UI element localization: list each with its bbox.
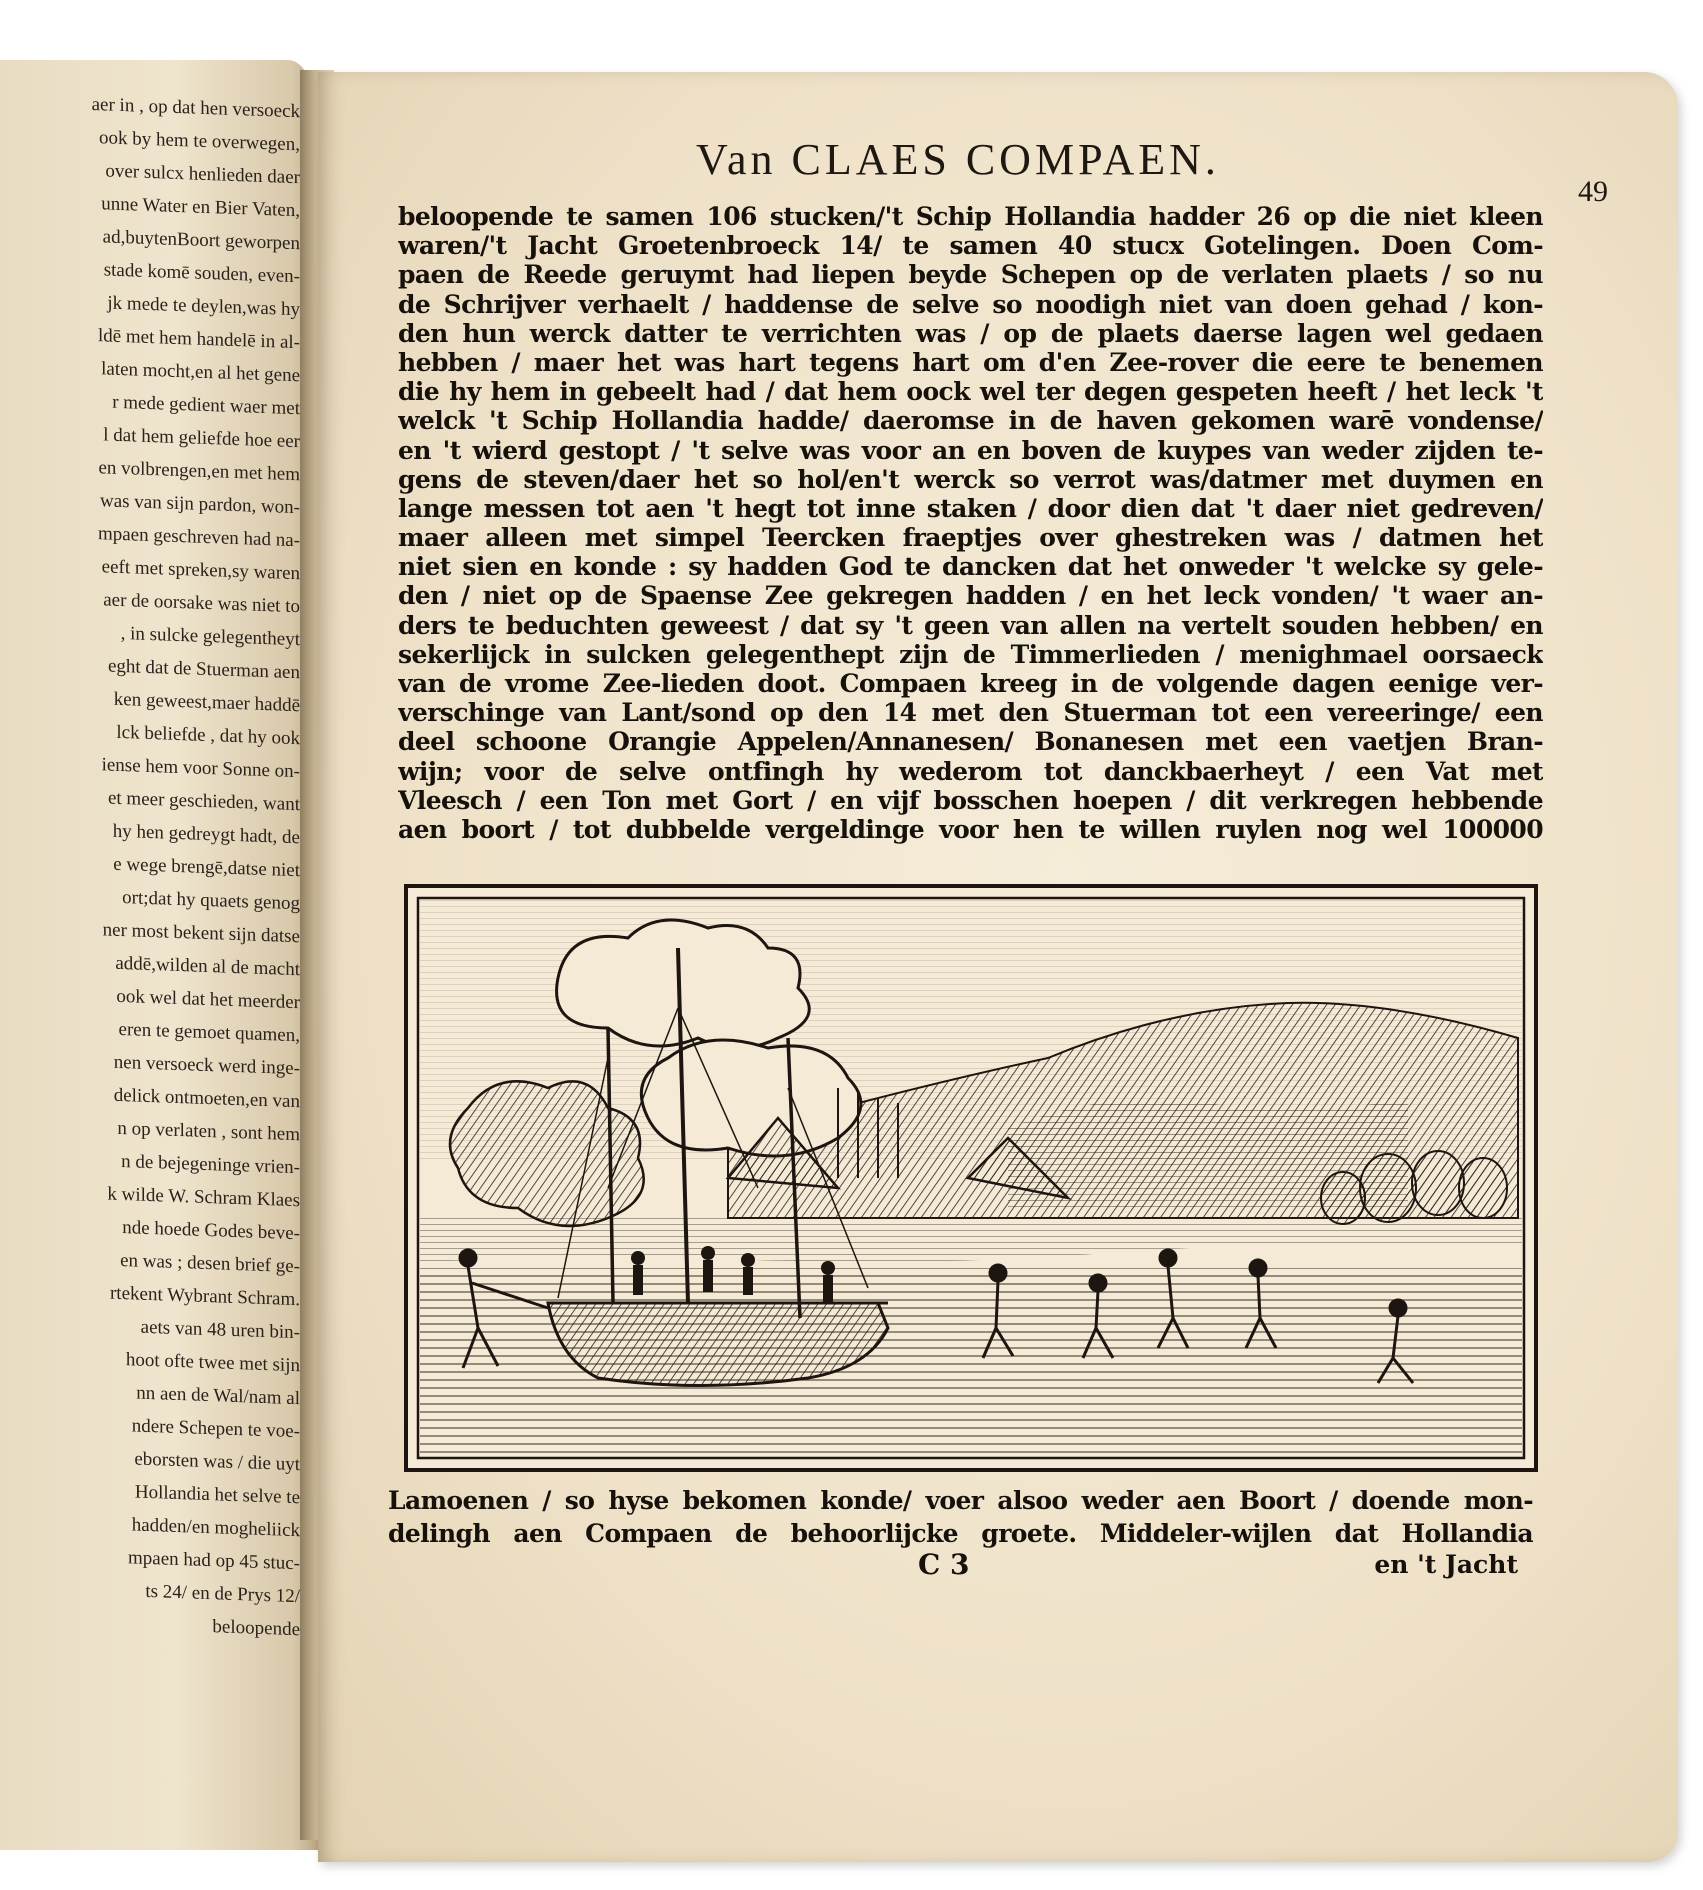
- left-page-text-line: laten mocht,en al het gene: [101, 358, 300, 387]
- left-page-text-line: mpaen geschreven had na-: [97, 523, 300, 552]
- left-page-text-line: Hollandia het selve te: [134, 1481, 300, 1509]
- left-page-text-line: eeft met spreken,sy waren: [101, 556, 300, 585]
- left-page-text-line: ook wel dat het meerder: [116, 985, 300, 1014]
- left-page-text-line: eborsten was / die uyt: [134, 1448, 300, 1476]
- text-line: paen de Reede geruymt had liepen beyde Schepen op de verlaten plaets / so nu: [398, 260, 1543, 290]
- left-page-text-line: n de bejegeninge vrien-: [121, 1150, 300, 1179]
- main-text-block: [398, 202, 1543, 844]
- text-line: niet sien en konde : sy hadden God te dancken dat het onweder 't welcke sy gele-: [398, 552, 1543, 582]
- text-line: aen boort / tot dubbelde vergeldinge voor hen te willen ruylen nog wel 100000: [398, 814, 1543, 844]
- text-line: Vleesch / een Ton met Gort / en vijf bosschen hoepen / dit verkregen hebbende: [398, 785, 1543, 815]
- left-page-text: [0, 90, 300, 1641]
- left-page-text-line: aer de oorsake was niet to: [103, 589, 300, 618]
- left-page-text-line: mpaen had op 45 stuc-: [127, 1547, 300, 1575]
- left-page-text-line: ner most bekent sijn datse: [102, 919, 300, 948]
- left-page-text-line: lck beliefde , dat hy ook: [116, 721, 300, 750]
- left-page-text-line: aets van 48 uren bin-: [140, 1316, 300, 1344]
- text-line: maer alleen met simpel Teercken fraeptjes over ghestreken was / datmen het: [398, 523, 1543, 553]
- page-number: 49: [1578, 175, 1608, 208]
- left-page-text-line: eght dat de Stuerman aen: [107, 655, 300, 684]
- left-page-text-line: unne Water en Bier Vaten,: [101, 193, 300, 222]
- left-page-text-line: nen versoeck werd inge-: [113, 1051, 300, 1080]
- text-line: de Schrijver verhaelt / haddense de selve so noodigh niet van doen gehad / kon-: [398, 289, 1543, 319]
- text-line: hebben / maer het was hart tegens hart om d'en Zee-rover die eere te benemen: [398, 347, 1543, 377]
- text-line: Lamoenen / so hyse bekomen konde/ voer alsoo weder aen Boort / doende mon-: [388, 1486, 1533, 1515]
- left-page-text-line: ort;dat hy quaets genog: [122, 887, 300, 915]
- text-line: ders te beduchten geweest / dat sy 't geen van allen na vertelt souden hebben/ en: [398, 610, 1543, 640]
- left-page-text-line: ook by hem te overwegen,: [98, 127, 300, 156]
- left-page-text-line: en volbrengen,en met hem: [98, 457, 300, 486]
- left-page-text-line: k wilde W. Schram Klaes: [107, 1183, 300, 1212]
- left-page-text-line: ndere Schepen te voe-: [131, 1415, 300, 1443]
- left-page: [0, 60, 318, 1850]
- left-page-text-line: et meer geschieden, want: [107, 787, 300, 816]
- text-line: welck 't Schip Hollandia hadde/ daeromse in de haven gekomen warē vondense/: [398, 406, 1543, 436]
- left-page-text-line: was van sijn pardon, won-: [100, 490, 300, 519]
- left-page-text-line: beloopende: [212, 1616, 300, 1641]
- text-line: den hun werck datter te verrichten was / op de plaets daerse lagen wel gedaen: [398, 318, 1543, 348]
- left-page-text-line: hadden/en mogheliick: [131, 1514, 300, 1542]
- left-page-text-line: , in sulcke gelegentheyt: [120, 622, 300, 651]
- text-line: die hy hem in gebeelt had / dat hem oock wel ter degen gespeten heeft / het leck 't: [398, 377, 1543, 407]
- left-page-text-line: ts 24/ en de Prys 12/: [145, 1580, 300, 1608]
- left-page-text-line: ad,buytenBoort geworpen: [102, 226, 300, 255]
- left-page-text-line: eren te gemoet quamen,: [118, 1018, 300, 1047]
- left-page-text-line: en was ; desen brief ge-: [120, 1249, 300, 1278]
- left-page-text-line: rtekent Wybrant Schram.: [109, 1282, 300, 1311]
- signature-mark: C 3: [918, 1548, 970, 1581]
- left-page-text-line: ldē met hem handelē in al-: [97, 325, 300, 354]
- text-line: gens de steven/daer het so hol/en't werck so verrot was/datmer met duymen en: [398, 464, 1543, 494]
- left-page-text-line: hy hen gedreygt hadt, de: [112, 820, 300, 849]
- text-line: beloopende te samen 106 stucken/'t Schip Hollandia hadder 26 op die niet kleen: [398, 202, 1543, 231]
- left-page-text-line: stade komē souden, even-: [103, 259, 300, 288]
- left-page-text-line: nde hoede Godes beve-: [122, 1217, 300, 1245]
- right-page: [318, 72, 1678, 1862]
- left-page-text-line: jk mede te deylen,was hy: [107, 292, 300, 321]
- text-line: waren/'t Jacht Groetenbroeck 14/ te samen 40 stucx Gotelingen. Doen Com-: [398, 231, 1543, 261]
- left-page-text-line: hoot ofte twee met sijn: [125, 1349, 300, 1377]
- text-line: den / niet op de Spaense Zee gekregen hadden / en het leck vonden/ 't waer an-: [398, 581, 1543, 611]
- text-line: verschinge van Lant/sond op den 14 met den Stuerman tot een vereeringe/ een: [398, 698, 1543, 728]
- left-page-text-line: addē,wilden al de macht: [115, 952, 300, 981]
- catchword: en 't Jacht: [1374, 1550, 1518, 1579]
- text-line: en 't wierd gestopt / 't selve was voor an en boven de kuypes van weder zijden te-: [398, 435, 1543, 465]
- left-page-text-line: l dat hem geliefde hoe eer: [103, 424, 300, 453]
- text-line: deel schoone Orangie Appelen/Annanesen/ Bonanesen met een vaetjen Bran-: [398, 727, 1543, 757]
- text-line: lange messen tot aen 't hegt tot inne staken / door dien dat 't daer niet gedreven/: [398, 493, 1543, 523]
- bottom-text-block: [388, 1484, 1533, 1550]
- text-line: delingh aen Compaen de behoorlijcke groete. Middeler-wijlen dat Hollandia: [388, 1519, 1533, 1548]
- left-page-text-line: r mede gedient waer met: [112, 391, 300, 420]
- left-page-text-line: nn aen de Wal/nam al: [136, 1382, 300, 1410]
- running-head: Van CLAES COMPAEN.: [696, 135, 1220, 184]
- left-page-text-line: n op verlaten , sont hem: [117, 1117, 300, 1146]
- text-line: van de vrome Zee-lieden doot. Compaen kreeg in de volgende dagen eenige ver-: [398, 669, 1543, 698]
- left-page-text-line: delick ontmoeten,en van: [113, 1084, 300, 1113]
- left-page-text-line: over sulcx henlieden daer: [105, 160, 300, 189]
- woodcut-illustration: [404, 884, 1538, 1472]
- left-page-text-line: e wege brengē,datse niet: [113, 853, 300, 882]
- text-line: wijn; voor de selve ontfingh hy wederom tot danckbaerheyt / een Vat met: [398, 756, 1543, 786]
- left-page-text-line: aer in , op dat hen versoeck: [91, 93, 300, 123]
- text-line: sekerlijck in sulcken gelegenthept zijn de Timmerlieden / menighmael oorsaeck: [398, 639, 1543, 669]
- left-page-text-line: iense hem voor Sonne on-: [101, 754, 300, 783]
- left-page-text-line: ken geweest,maer haddē: [113, 688, 300, 717]
- woodcut-ship-scene-image: [408, 888, 1534, 1468]
